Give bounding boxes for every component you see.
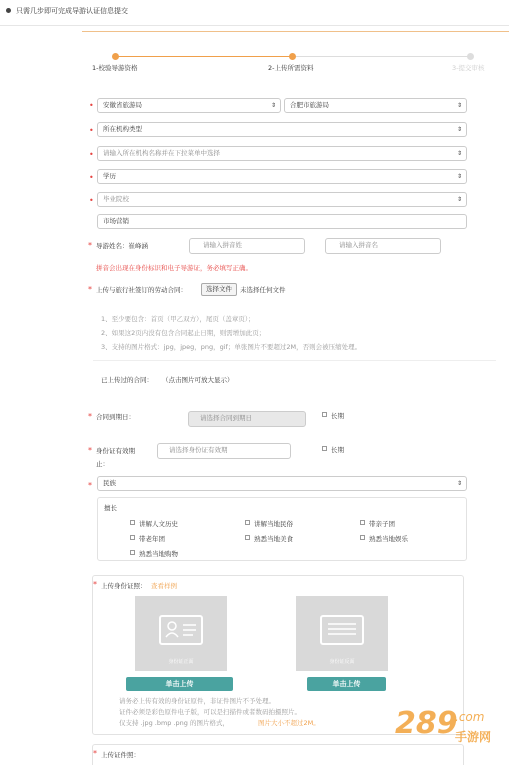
id-card-back-glyph [322,617,362,643]
school-select[interactable] [97,192,467,207]
specialty-label: 带老年团 [139,535,165,543]
id-expiry-label-2: 止： [96,460,109,468]
id-expiry-placeholder: 请选择身份证有效期 [169,446,228,454]
required-mark: * [93,580,97,589]
id-back-caption: 身份证反面 [329,659,355,665]
page-title: 只需几步即可完成导游认证信息提交 [16,7,128,15]
step-dot-2 [289,53,296,60]
specialty-label: 熟悉当地娱乐 [369,535,408,543]
ethnicity-value: 民族 [103,479,116,487]
chevron-updown-icon: ⇕ [456,480,462,487]
specialty-label: 讲解人文历史 [139,520,178,528]
specialty-checkbox[interactable] [245,535,250,540]
chevron-updown-icon: ⇕ [456,150,462,157]
chevron-updown-icon: ⇕ [456,196,462,203]
pinyin-last-input[interactable] [189,238,305,254]
province-select[interactable] [97,98,281,113]
id-upload-note-1: 请务必上传有效的身份证原件，非证件图片不予处理。 [119,697,275,705]
chevron-updown-icon: ⇕ [456,173,462,180]
specialty-checkbox[interactable] [130,550,135,555]
tip-3: 3、支持的图片格式：jpg，jpeg，png，gif；单张图片不要超过2M，否则会被压缩处理。 [101,343,362,351]
major-input[interactable]: 市场营销 [97,214,467,229]
required-mark: * [88,446,92,455]
progress-line-done [116,56,292,57]
specialty-label: 带亲子团 [369,520,395,528]
id-front-upload[interactable] [135,596,227,671]
id-card-front-icon [159,615,203,645]
section-divider [93,360,496,361]
page-header [0,0,509,26]
uploaded-contract-label: 已上传过的合同： [101,376,153,384]
pinyin-first-input[interactable] [325,238,441,254]
specialty-box [97,497,467,561]
city-value: 合肥市旅游局 [290,101,329,109]
school-value: 毕业院校 [103,195,129,203]
contract-expiry-placeholder: 请选择合同到期日 [200,414,252,422]
specialty-label: 熟悉当地购物 [139,550,178,558]
bullet-icon [6,8,11,13]
required-mark: * [88,481,92,490]
contract-long-term-label: 长期 [331,412,344,420]
required-mark: * [93,749,97,758]
id-long-term-checkbox[interactable] [322,446,327,451]
chevron-updown-icon: ⇕ [456,126,462,133]
no-file-text: 未选择任何文件 [240,286,286,294]
required-mark: • [89,101,94,110]
id-front-caption: 身份证正面 [168,659,194,665]
pinyin-last-placeholder: 请输入拼音姓 [203,241,242,249]
id-expiry-label: 身份证有效期 [96,447,135,455]
required-mark: • [89,126,94,135]
chevron-updown-icon: ⇕ [270,102,276,109]
specialty-title: 擅长 [104,504,117,512]
contract-label: 上传与旅行社签订的劳动合同： [96,286,187,294]
org-type-select[interactable] [97,122,467,137]
province-value: 安徽省旅游局 [103,101,142,109]
pinyin-warning: 拼音会出现在身份标识和电子导游证，务必填写正确。 [96,264,252,272]
step-label-2: 2-上传所需资料 [268,64,314,72]
city-select[interactable] [284,98,467,113]
ethnicity-select[interactable] [97,476,467,491]
contract-expiry-input[interactable] [188,411,306,427]
specialty-label: 讲解当地民俗 [254,520,293,528]
contract-expiry-label: 合同到期日： [96,413,135,421]
specialty-checkbox[interactable] [245,520,250,525]
progress-line-pending [292,56,470,57]
id-upload-note-2: 证件必须是彩色原件电子版，可以是扫描件或者数码拍摄照片。 [119,708,301,716]
upload-id-back-button[interactable]: 单击上传 [307,677,386,691]
watermark-logo [393,703,503,751]
step-label-1: 1-校验导游资格 [92,64,138,72]
id-upload-note-3: 仅支持 .jpg .bmp .png 的图片格式， [119,719,229,727]
required-mark: • [89,173,94,182]
watermark-glyph [393,703,503,751]
step-label-3: 3-提交审核 [452,64,485,72]
required-mark: • [89,196,94,205]
watermark-number: 289 [395,706,458,741]
step-dot-3 [467,53,474,60]
org-type-value: 所在机构类型 [103,125,142,133]
specialty-checkbox[interactable] [130,535,135,540]
education-select[interactable] [97,169,467,184]
tip-2: 2、如果这2页内没有包含合同起止日期，则需增加此页； [101,329,266,337]
id-long-term-label: 长期 [331,446,344,454]
step-dot-1 [112,53,119,60]
view-sample-link[interactable]: 查看样例 [151,582,177,590]
education-value: 学历 [103,172,116,180]
id-card-front-glyph [161,617,201,643]
id-card-back-icon [320,615,364,645]
accent-divider [82,31,509,32]
org-name-input[interactable] [97,146,467,161]
required-mark: * [88,412,92,421]
choose-file-button[interactable]: 选择文件 [201,283,237,296]
org-name-placeholder: 请输入所在机构名称并在下拉菜单中选择 [103,149,220,157]
specialty-label: 熟悉当地美食 [254,535,293,543]
specialty-checkbox[interactable] [360,520,365,525]
required-mark: * [88,285,92,294]
watermark-cn: 手游网 [455,730,492,744]
uploaded-contract-hint: （点击图片可放大显示） [162,376,234,384]
required-mark: • [89,150,94,159]
id-upload-label: 上传身份证照： [101,582,147,590]
contract-long-term-checkbox[interactable] [322,412,327,417]
pinyin-first-placeholder: 请输入拼音名 [339,241,378,249]
id-upload-note-4: 图片大小不超过2M。 [258,719,320,727]
tip-1: 1、至少要包含：首页（甲乙双方），尾页（盖章页）； [101,315,255,323]
watermark-domain: .com [455,710,485,724]
cert-upload-label: 上传证件照： [101,751,140,759]
specialty-checkbox[interactable] [360,535,365,540]
upload-id-front-button[interactable]: 单击上传 [126,677,233,691]
required-mark: * [88,241,92,250]
id-expiry-input[interactable] [157,443,291,459]
chevron-updown-icon: ⇕ [456,102,462,109]
specialty-checkbox[interactable] [130,520,135,525]
id-back-upload[interactable] [296,596,388,671]
guide-name-label: 导游姓名：崔峰涵 [96,242,148,250]
